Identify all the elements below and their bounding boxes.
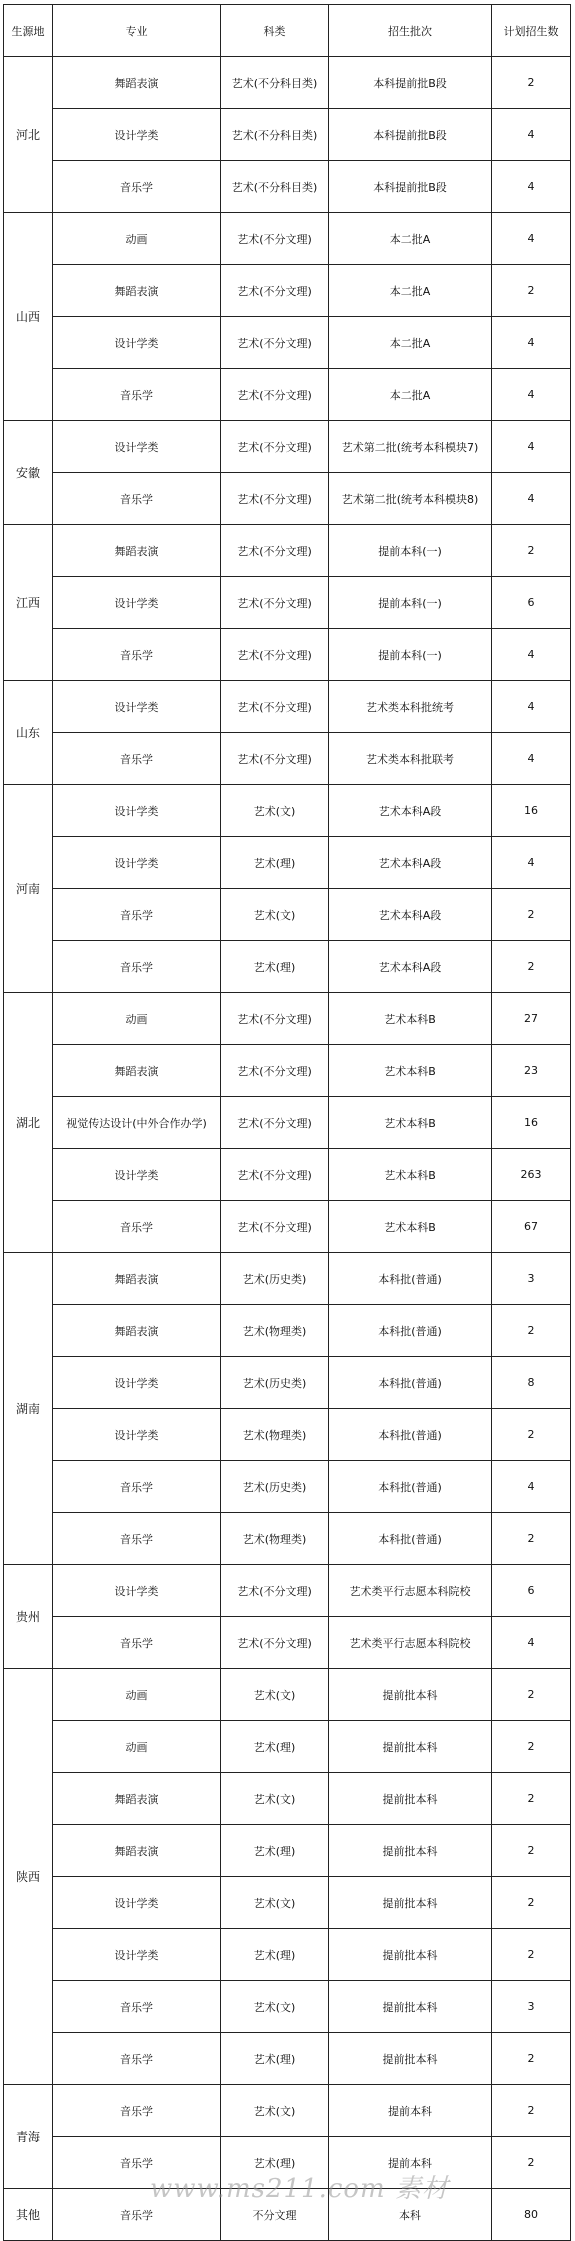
province-cell: 山西 xyxy=(4,213,53,421)
batch-cell: 本科提前批B段 xyxy=(329,161,492,213)
category-cell: 艺术(不分文理) xyxy=(221,317,329,369)
major-cell: 音乐学 xyxy=(53,473,221,525)
quota-cell: 16 xyxy=(492,1097,571,1149)
major-cell: 舞蹈表演 xyxy=(53,1253,221,1305)
major-cell: 设计学类 xyxy=(53,1565,221,1617)
batch-cell: 提前批本科 xyxy=(329,2033,492,2085)
table-row xyxy=(4,525,571,577)
quota-cell: 3 xyxy=(492,1253,571,1305)
quota-cell: 2 xyxy=(492,1409,571,1461)
quota-cell: 6 xyxy=(492,1565,571,1617)
table-row xyxy=(4,1513,571,1565)
category-cell: 不分文理 xyxy=(221,2189,329,2241)
category-cell: 艺术(不分文理) xyxy=(221,369,329,421)
table-row xyxy=(4,681,571,733)
table-row xyxy=(4,1357,571,1409)
category-cell: 艺术(理) xyxy=(221,837,329,889)
category-cell: 艺术(物理类) xyxy=(221,1513,329,1565)
quota-cell: 263 xyxy=(492,1149,571,1201)
quota-cell: 67 xyxy=(492,1201,571,1253)
major-cell: 音乐学 xyxy=(53,2033,221,2085)
quota-cell: 80 xyxy=(492,2189,571,2241)
batch-cell: 艺术本科B xyxy=(329,1045,492,1097)
major-cell: 舞蹈表演 xyxy=(53,265,221,317)
category-cell: 艺术(不分文理) xyxy=(221,213,329,265)
table-row xyxy=(4,1409,571,1461)
quota-cell: 4 xyxy=(492,317,571,369)
batch-cell: 本二批A xyxy=(329,317,492,369)
batch-cell: 提前本科 xyxy=(329,2137,492,2189)
table-row xyxy=(4,1617,571,1669)
table-row xyxy=(4,577,571,629)
major-cell: 音乐学 xyxy=(53,1513,221,1565)
quota-cell: 4 xyxy=(492,421,571,473)
header-origin: 生源地 xyxy=(4,5,53,57)
batch-cell: 提前批本科 xyxy=(329,1773,492,1825)
province-cell: 河北 xyxy=(4,57,53,213)
watermark: www.ms211.com 素材 xyxy=(150,2174,449,2204)
category-cell: 艺术(文) xyxy=(221,1669,329,1721)
category-cell: 艺术(历史类) xyxy=(221,1357,329,1409)
category-cell: 艺术(文) xyxy=(221,1773,329,1825)
batch-cell: 本科提前批B段 xyxy=(329,57,492,109)
batch-cell: 提前批本科 xyxy=(329,1669,492,1721)
batch-cell: 提前批本科 xyxy=(329,1721,492,1773)
major-cell: 音乐学 xyxy=(53,941,221,993)
batch-cell: 提前批本科 xyxy=(329,1981,492,2033)
quota-cell: 4 xyxy=(492,109,571,161)
table-row xyxy=(4,1981,571,2033)
table-body xyxy=(4,57,571,2241)
batch-cell: 提前批本科 xyxy=(329,1877,492,1929)
category-cell: 艺术(理) xyxy=(221,1929,329,1981)
major-cell: 音乐学 xyxy=(53,369,221,421)
category-cell: 艺术(不分科目类) xyxy=(221,57,329,109)
table-row xyxy=(4,265,571,317)
quota-cell: 23 xyxy=(492,1045,571,1097)
quota-cell: 2 xyxy=(492,1513,571,1565)
quota-cell: 2 xyxy=(492,2085,571,2137)
major-cell: 音乐学 xyxy=(53,1461,221,1513)
table-row xyxy=(4,629,571,681)
quota-cell: 4 xyxy=(492,473,571,525)
quota-cell: 3 xyxy=(492,1981,571,2033)
category-cell: 艺术(文) xyxy=(221,1981,329,2033)
major-cell: 设计学类 xyxy=(53,1409,221,1461)
table-row xyxy=(4,1565,571,1617)
quota-cell: 4 xyxy=(492,1461,571,1513)
table-row xyxy=(4,941,571,993)
category-cell: 艺术(不分文理) xyxy=(221,1097,329,1149)
batch-cell: 艺术本科A段 xyxy=(329,889,492,941)
quota-cell: 4 xyxy=(492,161,571,213)
batch-cell: 艺术第二批(统考本科模块8) xyxy=(329,473,492,525)
major-cell: 设计学类 xyxy=(53,1149,221,1201)
header-major: 专业 xyxy=(53,5,221,57)
table-row xyxy=(4,1045,571,1097)
major-cell: 动画 xyxy=(53,1721,221,1773)
batch-cell: 艺术本科A段 xyxy=(329,785,492,837)
province-cell: 江西 xyxy=(4,525,53,681)
major-cell: 音乐学 xyxy=(53,2137,221,2189)
table-row xyxy=(4,2033,571,2085)
batch-cell: 提前批本科 xyxy=(329,1929,492,1981)
quota-cell: 2 xyxy=(492,1721,571,1773)
province-cell: 安徽 xyxy=(4,421,53,525)
category-cell: 艺术(文) xyxy=(221,889,329,941)
table-row xyxy=(4,1825,571,1877)
quota-cell: 2 xyxy=(492,1929,571,1981)
major-cell: 视觉传达设计(中外合作办学) xyxy=(53,1097,221,1149)
table-row xyxy=(4,733,571,785)
category-cell: 艺术(不分文理) xyxy=(221,1617,329,1669)
quota-cell: 4 xyxy=(492,1617,571,1669)
batch-cell: 提前本科(一) xyxy=(329,629,492,681)
table-row xyxy=(4,2085,571,2137)
header-quota: 计划招生数 xyxy=(492,5,571,57)
major-cell: 音乐学 xyxy=(53,889,221,941)
province-cell: 陕西 xyxy=(4,1669,53,2085)
category-cell: 艺术(不分文理) xyxy=(221,1201,329,1253)
table-row xyxy=(4,1929,571,1981)
major-cell: 设计学类 xyxy=(53,785,221,837)
major-cell: 音乐学 xyxy=(53,1201,221,1253)
category-cell: 艺术(不分科目类) xyxy=(221,109,329,161)
province-cell: 河南 xyxy=(4,785,53,993)
category-cell: 艺术(不分文理) xyxy=(221,1149,329,1201)
major-cell: 舞蹈表演 xyxy=(53,57,221,109)
category-cell: 艺术(文) xyxy=(221,1877,329,1929)
category-cell: 艺术(不分文理) xyxy=(221,421,329,473)
category-cell: 艺术(文) xyxy=(221,2085,329,2137)
category-cell: 艺术(理) xyxy=(221,2137,329,2189)
category-cell: 艺术(不分文理) xyxy=(221,525,329,577)
batch-cell: 艺术本科A段 xyxy=(329,941,492,993)
header-category: 科类 xyxy=(221,5,329,57)
batch-cell: 艺术类本科批联考 xyxy=(329,733,492,785)
batch-cell: 艺术类平行志愿本科院校 xyxy=(329,1617,492,1669)
quota-cell: 4 xyxy=(492,837,571,889)
quota-cell: 4 xyxy=(492,369,571,421)
major-cell: 设计学类 xyxy=(53,109,221,161)
category-cell: 艺术(物理类) xyxy=(221,1409,329,1461)
table-row xyxy=(4,889,571,941)
quota-cell: 4 xyxy=(492,733,571,785)
quota-cell: 2 xyxy=(492,1305,571,1357)
major-cell: 舞蹈表演 xyxy=(53,525,221,577)
batch-cell: 提前本科(一) xyxy=(329,525,492,577)
batch-cell: 本科批(普通) xyxy=(329,1253,492,1305)
batch-cell: 本科批(普通) xyxy=(329,1461,492,1513)
quota-cell: 2 xyxy=(492,525,571,577)
major-cell: 设计学类 xyxy=(53,1929,221,1981)
table-row xyxy=(4,161,571,213)
quota-cell: 2 xyxy=(492,889,571,941)
table-row xyxy=(4,1149,571,1201)
table-row xyxy=(4,473,571,525)
category-cell: 艺术(不分文理) xyxy=(221,733,329,785)
table-row xyxy=(4,837,571,889)
batch-cell: 艺术本科B xyxy=(329,1097,492,1149)
batch-cell: 提前本科(一) xyxy=(329,577,492,629)
batch-cell: 本科提前批B段 xyxy=(329,109,492,161)
major-cell: 动画 xyxy=(53,1669,221,1721)
major-cell: 舞蹈表演 xyxy=(53,1825,221,1877)
quota-cell: 6 xyxy=(492,577,571,629)
batch-cell: 提前批本科 xyxy=(329,1825,492,1877)
batch-cell: 艺术类本科批统考 xyxy=(329,681,492,733)
major-cell: 动画 xyxy=(53,213,221,265)
major-cell: 设计学类 xyxy=(53,1877,221,1929)
major-cell: 设计学类 xyxy=(53,317,221,369)
table-row xyxy=(4,1773,571,1825)
quota-cell: 2 xyxy=(492,941,571,993)
quota-cell: 2 xyxy=(492,57,571,109)
major-cell: 动画 xyxy=(53,993,221,1045)
batch-cell: 本科 xyxy=(329,2189,492,2241)
category-cell: 艺术(不分文理) xyxy=(221,681,329,733)
batch-cell: 本科批(普通) xyxy=(329,1409,492,1461)
quota-cell: 4 xyxy=(492,681,571,733)
quota-cell: 2 xyxy=(492,1825,571,1877)
batch-cell: 本二批A xyxy=(329,369,492,421)
table-row xyxy=(4,785,571,837)
major-cell: 音乐学 xyxy=(53,1617,221,1669)
batch-cell: 艺术本科B xyxy=(329,993,492,1045)
table-header-row xyxy=(4,5,571,57)
major-cell: 音乐学 xyxy=(53,629,221,681)
major-cell: 设计学类 xyxy=(53,421,221,473)
batch-cell: 本科批(普通) xyxy=(329,1305,492,1357)
table-row xyxy=(4,1097,571,1149)
header-batch: 招生批次 xyxy=(329,5,492,57)
table-row xyxy=(4,1461,571,1513)
quota-cell: 16 xyxy=(492,785,571,837)
major-cell: 设计学类 xyxy=(53,837,221,889)
category-cell: 艺术(不分科目类) xyxy=(221,161,329,213)
table-row xyxy=(4,109,571,161)
major-cell: 设计学类 xyxy=(53,681,221,733)
batch-cell: 艺术类平行志愿本科院校 xyxy=(329,1565,492,1617)
province-cell: 其他 xyxy=(4,2189,53,2241)
category-cell: 艺术(不分文理) xyxy=(221,1045,329,1097)
major-cell: 设计学类 xyxy=(53,1357,221,1409)
admissions-plan-table xyxy=(3,4,571,2241)
category-cell: 艺术(文) xyxy=(221,785,329,837)
category-cell: 艺术(不分文理) xyxy=(221,629,329,681)
category-cell: 艺术(不分文理) xyxy=(221,1565,329,1617)
table-row xyxy=(4,421,571,473)
quota-cell: 2 xyxy=(492,1773,571,1825)
major-cell: 音乐学 xyxy=(53,161,221,213)
batch-cell: 艺术本科A段 xyxy=(329,837,492,889)
major-cell: 音乐学 xyxy=(53,1981,221,2033)
major-cell: 音乐学 xyxy=(53,2085,221,2137)
province-cell: 湖南 xyxy=(4,1253,53,1565)
table-row xyxy=(4,369,571,421)
major-cell: 设计学类 xyxy=(53,577,221,629)
category-cell: 艺术(不分文理) xyxy=(221,993,329,1045)
category-cell: 艺术(理) xyxy=(221,2033,329,2085)
table-row xyxy=(4,57,571,109)
table-row xyxy=(4,1305,571,1357)
category-cell: 艺术(理) xyxy=(221,1721,329,1773)
major-cell: 舞蹈表演 xyxy=(53,1305,221,1357)
category-cell: 艺术(不分文理) xyxy=(221,473,329,525)
table-row xyxy=(4,1669,571,1721)
category-cell: 艺术(历史类) xyxy=(221,1461,329,1513)
table-row xyxy=(4,1721,571,1773)
batch-cell: 艺术第二批(统考本科模块7) xyxy=(329,421,492,473)
category-cell: 艺术(不分文理) xyxy=(221,265,329,317)
quota-cell: 8 xyxy=(492,1357,571,1409)
province-cell: 山东 xyxy=(4,681,53,785)
category-cell: 艺术(理) xyxy=(221,941,329,993)
province-cell: 湖北 xyxy=(4,993,53,1253)
category-cell: 艺术(不分文理) xyxy=(221,577,329,629)
province-cell: 青海 xyxy=(4,2085,53,2189)
batch-cell: 艺术本科B xyxy=(329,1149,492,1201)
batch-cell: 提前本科 xyxy=(329,2085,492,2137)
batch-cell: 艺术本科B xyxy=(329,1201,492,1253)
table-row xyxy=(4,213,571,265)
major-cell: 舞蹈表演 xyxy=(53,1773,221,1825)
table-row xyxy=(4,993,571,1045)
quota-cell: 2 xyxy=(492,1669,571,1721)
quota-cell: 2 xyxy=(492,2033,571,2085)
batch-cell: 本科批(普通) xyxy=(329,1513,492,1565)
major-cell: 舞蹈表演 xyxy=(53,1045,221,1097)
quota-cell: 27 xyxy=(492,993,571,1045)
quota-cell: 4 xyxy=(492,629,571,681)
category-cell: 艺术(理) xyxy=(221,1825,329,1877)
table-row xyxy=(4,1877,571,1929)
category-cell: 艺术(物理类) xyxy=(221,1305,329,1357)
category-cell: 艺术(历史类) xyxy=(221,1253,329,1305)
quota-cell: 2 xyxy=(492,2137,571,2189)
quota-cell: 2 xyxy=(492,1877,571,1929)
table-row xyxy=(4,1253,571,1305)
table-row xyxy=(4,1201,571,1253)
province-cell: 贵州 xyxy=(4,1565,53,1669)
batch-cell: 本二批A xyxy=(329,265,492,317)
quota-cell: 2 xyxy=(492,265,571,317)
quota-cell: 4 xyxy=(492,213,571,265)
table-row xyxy=(4,317,571,369)
major-cell: 音乐学 xyxy=(53,733,221,785)
batch-cell: 本二批A xyxy=(329,213,492,265)
batch-cell: 本科批(普通) xyxy=(329,1357,492,1409)
major-cell: 音乐学 xyxy=(53,2189,221,2241)
